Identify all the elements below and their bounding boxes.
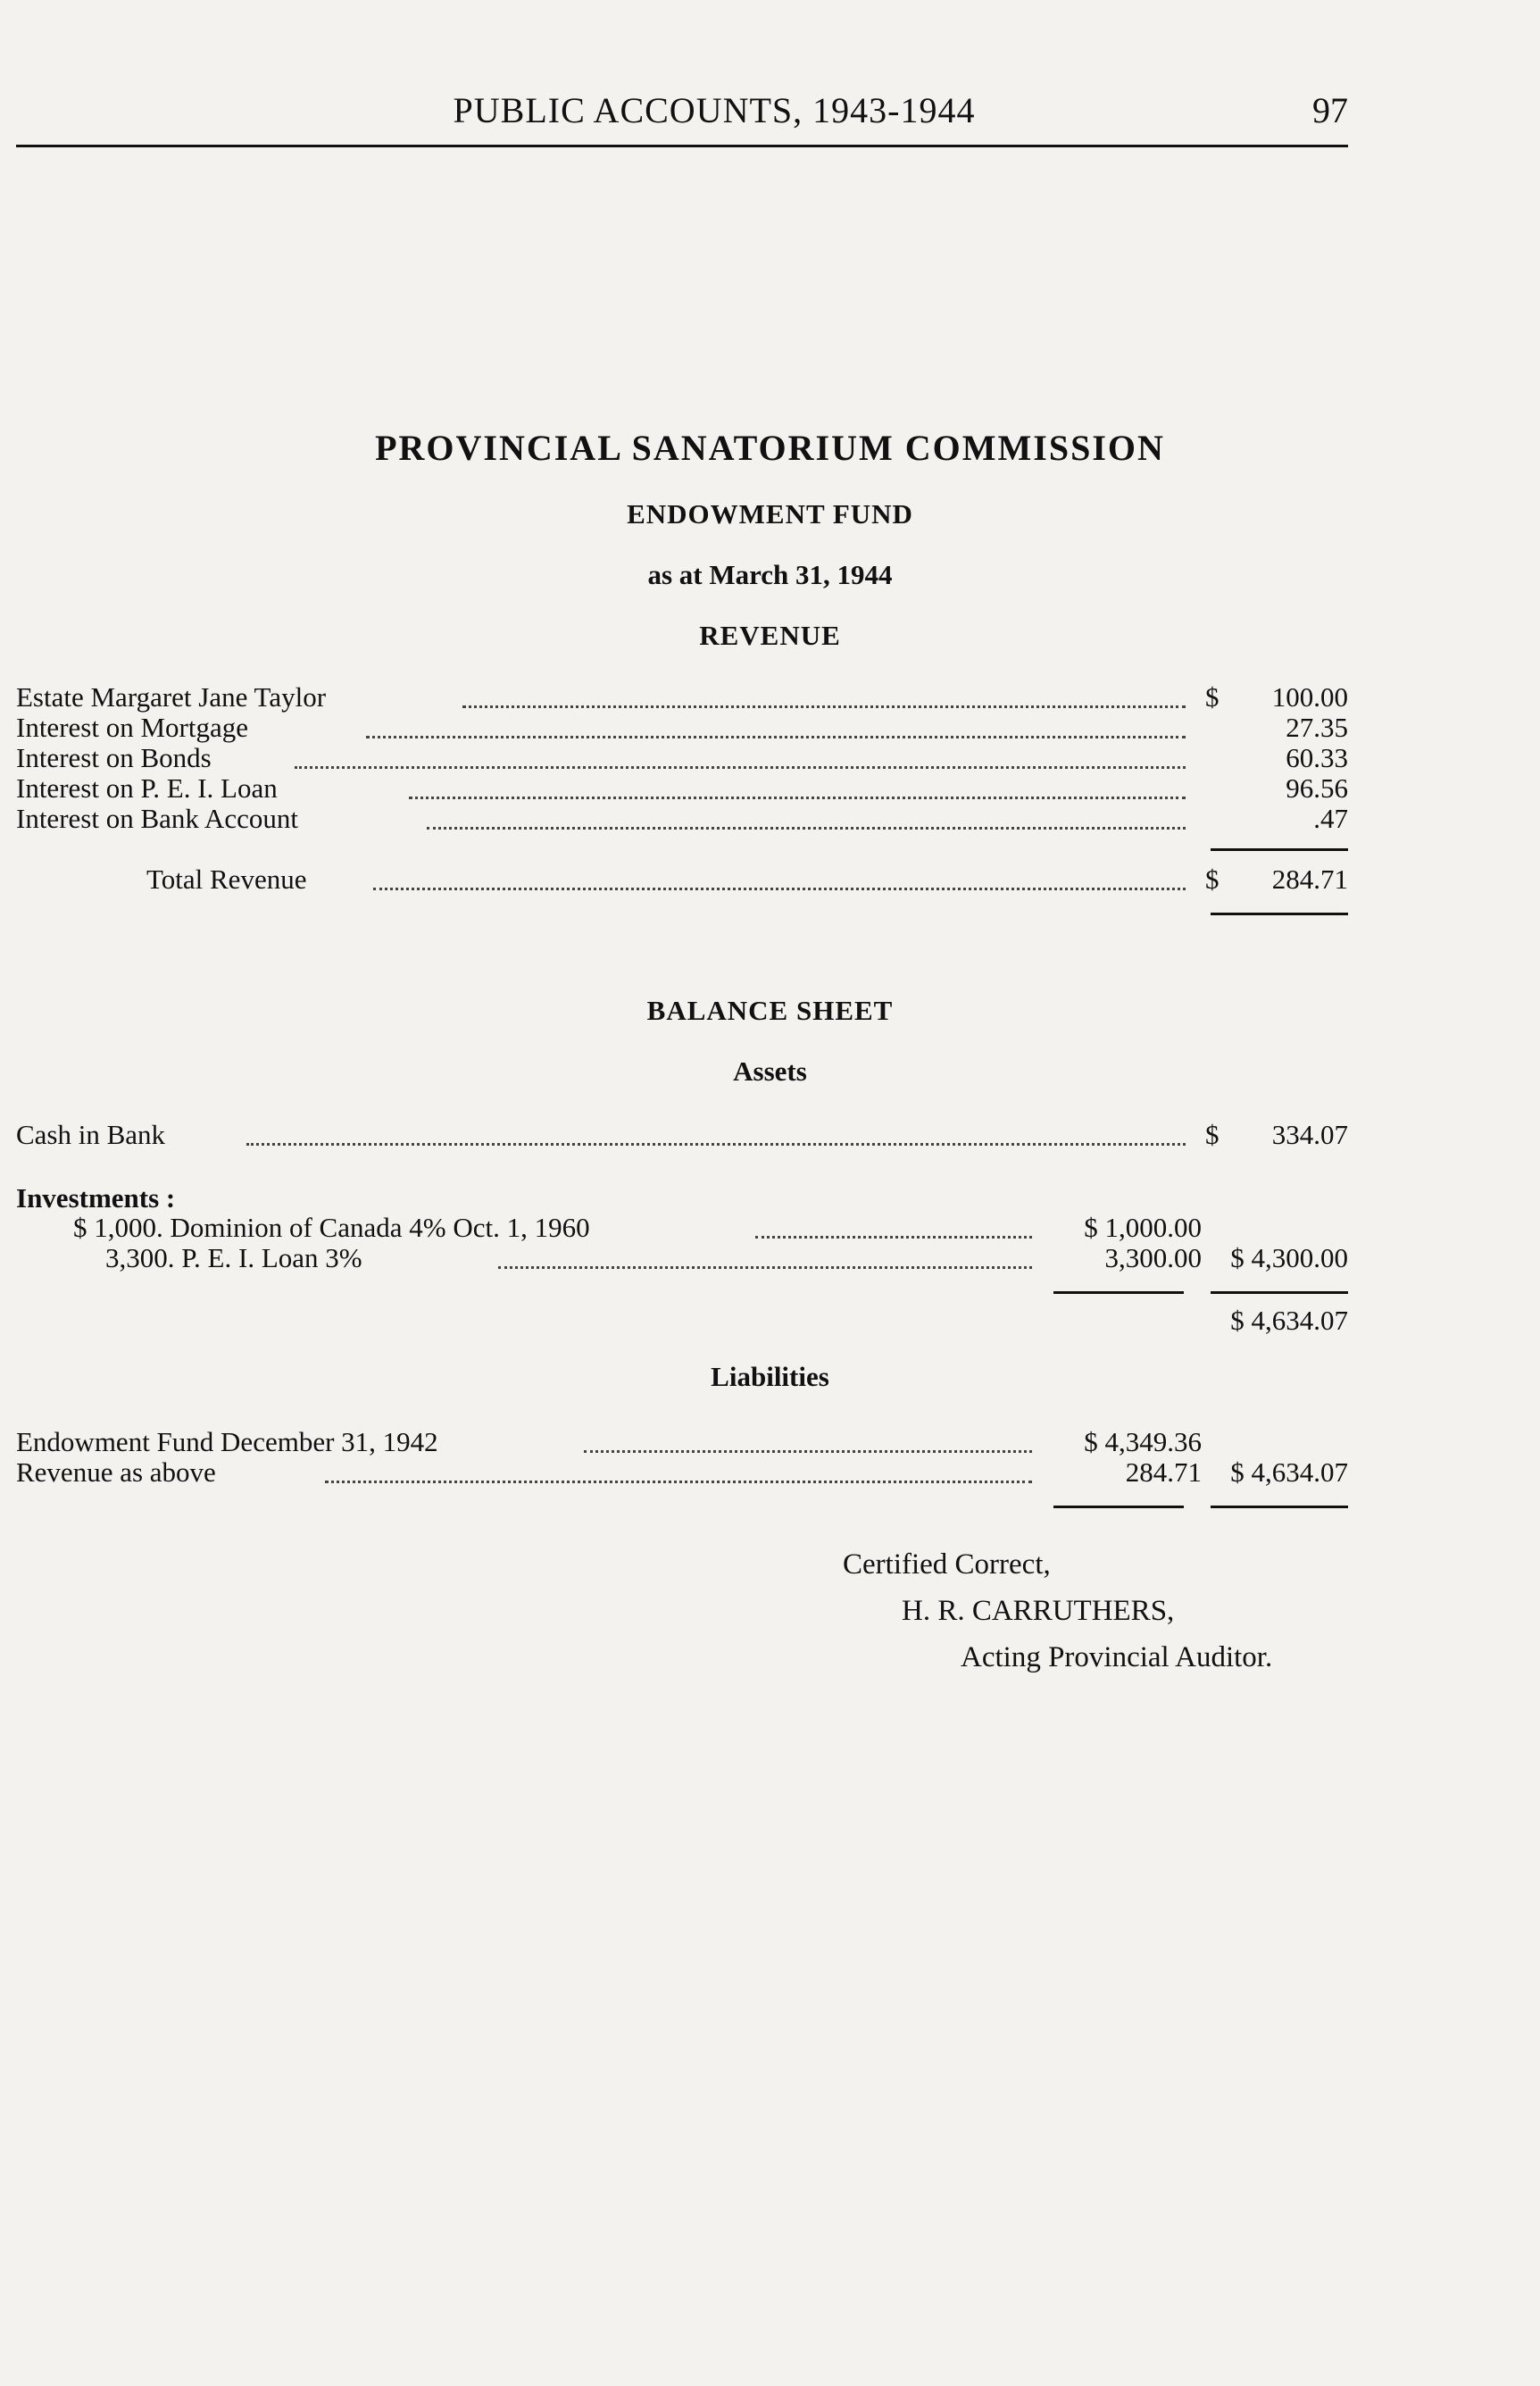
- investment-rule: [1053, 1291, 1184, 1294]
- revenue-label: Interest on Bonds: [16, 742, 212, 773]
- asset-rule: [1211, 1291, 1348, 1294]
- liability-amount: $ 4,349.36: [1084, 1426, 1202, 1457]
- header-rule: [16, 145, 1348, 147]
- liability-total: $ 4,634.07: [1230, 1456, 1348, 1488]
- dot-leader: [584, 1420, 1032, 1453]
- commission-title: PROVINCIAL SANATORIUM COMMISSION: [375, 428, 1165, 468]
- dot-leader: [427, 797, 1186, 830]
- dot-leader: [325, 1450, 1032, 1483]
- investment-row: [16, 1243, 1348, 1273]
- revenue-amount: 27.35: [1286, 712, 1348, 743]
- balance-sheet-heading: BALANCE SHEET: [646, 995, 894, 1026]
- liability-label: Revenue as above: [16, 1456, 216, 1488]
- revenue-amount: 60.33: [1286, 742, 1348, 773]
- revenue-amount: 100.00: [1271, 681, 1348, 713]
- total-revenue-amount: 284.71: [1271, 863, 1348, 895]
- investment-label: 3,300. P. E. I. Loan 3%: [105, 1242, 362, 1273]
- cash-amount: 334.07: [1271, 1119, 1348, 1150]
- dot-leader: [755, 1206, 1032, 1239]
- liability-total-rule: [1211, 1506, 1348, 1508]
- page-number: 97: [1312, 90, 1348, 130]
- total-revenue-row: [16, 864, 1348, 895]
- revenue-amount: .47: [1313, 803, 1348, 834]
- revenue-label: Interest on Bank Account: [16, 803, 298, 834]
- total-revenue-label: Total Revenue: [146, 863, 307, 895]
- running-title: PUBLIC ACCOUNTS, 1943-1944: [453, 90, 976, 130]
- assets-total: $ 4,634.07: [1230, 1305, 1348, 1336]
- dot-leader: [498, 1236, 1032, 1269]
- dot-leader: [246, 1113, 1186, 1146]
- revenue-amount: 96.56: [1286, 772, 1348, 804]
- certified-line: Certified Correct,: [843, 1548, 1051, 1581]
- liabilities-heading: Liabilities: [711, 1361, 829, 1392]
- liability-label: Endowment Fund December 31, 1942: [16, 1426, 438, 1457]
- dollar-sign: $: [1205, 681, 1220, 713]
- revenue-heading: REVENUE: [699, 620, 841, 651]
- dot-leader: [462, 675, 1186, 708]
- investments-heading: Investments :: [16, 1182, 176, 1214]
- dot-leader: [366, 705, 1186, 738]
- liability-amount: 284.71: [1125, 1456, 1202, 1488]
- investment-label: $ 1,000. Dominion of Canada 4% Oct. 1, 1960: [73, 1212, 590, 1243]
- revenue-row: [16, 804, 1348, 834]
- revenue-label: Interest on P. E. I. Loan: [16, 772, 278, 804]
- revenue-label: Interest on Mortgage: [16, 712, 248, 743]
- dollar-sign: $: [1205, 1119, 1220, 1150]
- auditor-title: Acting Provincial Auditor.: [961, 1641, 1273, 1673]
- subtotal-rule: [1211, 848, 1348, 851]
- cash-row: [16, 1120, 1348, 1150]
- dot-leader: [295, 736, 1186, 769]
- dot-leader: [409, 766, 1186, 799]
- total-rule: [1211, 913, 1348, 915]
- auditor-name: H. R. CARRUTHERS,: [902, 1595, 1175, 1627]
- liability-row: [16, 1457, 1348, 1488]
- liability-rule: [1053, 1506, 1184, 1508]
- dot-leader: [373, 857, 1186, 890]
- cash-label: Cash in Bank: [16, 1119, 166, 1150]
- dollar-sign: $: [1205, 863, 1220, 895]
- investment-amount: $ 1,000.00: [1084, 1212, 1202, 1243]
- investment-total: $ 4,300.00: [1230, 1242, 1348, 1273]
- date-line: as at March 31, 1944: [647, 559, 893, 590]
- revenue-label: Estate Margaret Jane Taylor: [16, 681, 327, 713]
- investment-amount: 3,300.00: [1104, 1242, 1202, 1273]
- assets-heading: Assets: [733, 1055, 807, 1087]
- assets-total-row: [16, 1306, 1348, 1336]
- fund-title: ENDOWMENT FUND: [627, 498, 913, 530]
